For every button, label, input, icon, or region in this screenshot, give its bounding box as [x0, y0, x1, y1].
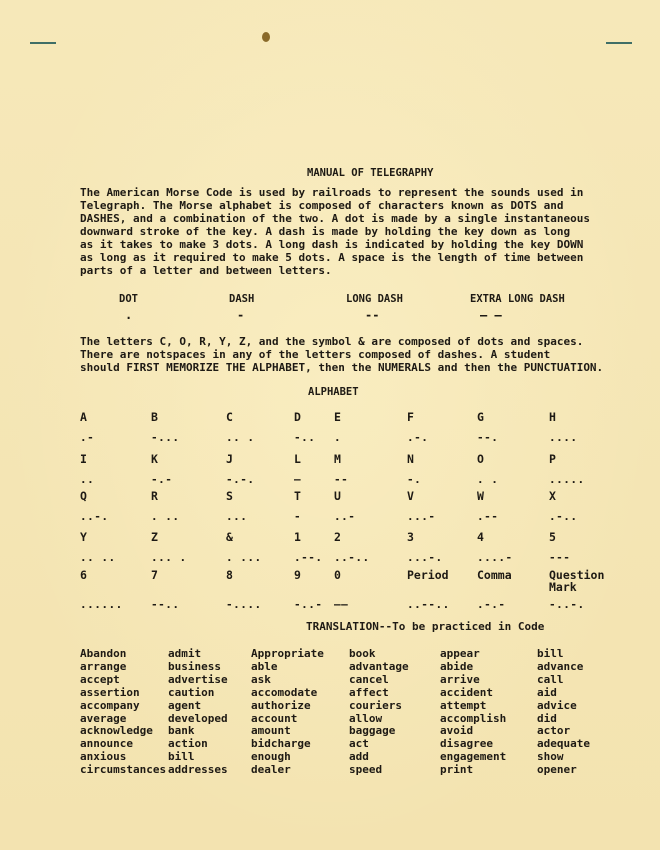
note-line: should FIRST MEMORIZE THE ALPHABET, then the NUMERALS and then the PUNCTUATION.	[80, 361, 604, 374]
practice-word: circumstances	[80, 763, 167, 777]
practice-word: average	[80, 711, 127, 725]
practice-word: Abandon	[80, 647, 127, 660]
morse-code: .-.-	[477, 598, 506, 611]
morse-character: V	[407, 489, 414, 503]
practice-word: engagement	[440, 750, 507, 764]
practice-word: show	[537, 750, 564, 764]
morse-code: ..	[80, 473, 95, 486]
practice-word: call	[537, 672, 564, 686]
practice-word: authorize	[251, 698, 311, 712]
morse-code: ..-	[334, 510, 356, 523]
practice-word: admit	[168, 647, 202, 660]
morse-code: -.-	[151, 473, 173, 486]
morse-character: R	[151, 489, 158, 503]
morse-code: ......	[80, 598, 123, 611]
morse-code: . ...	[226, 551, 262, 564]
morse-entry	[151, 489, 231, 523]
practice-word: accomodate	[251, 685, 318, 699]
morse-entry	[334, 530, 414, 564]
practice-word: bill	[168, 750, 195, 764]
long-dash-label: LONG DASH	[346, 293, 403, 305]
morse-character: W	[477, 489, 484, 503]
practice-word: agent	[168, 698, 202, 712]
practice-word: did	[537, 711, 557, 725]
morse-code: -.	[407, 473, 422, 486]
morse-character: L	[294, 452, 301, 466]
practice-word: couriers	[349, 698, 402, 712]
intro-line: The American Morse Code is used by railroads to represent the sounds used in	[80, 186, 584, 199]
morse-character: 9	[294, 568, 301, 582]
practice-word: arrive	[440, 672, 480, 686]
morse-character: 7	[151, 568, 158, 582]
morse-entry	[407, 410, 487, 444]
left-edge-mark	[30, 42, 56, 44]
morse-character: H	[549, 410, 556, 424]
morse-code: .-..	[549, 510, 578, 523]
word-column	[251, 648, 324, 777]
practice-word: caution	[168, 685, 215, 699]
note-line: The letters C, O, R, Y, Z, and the symbol & are composed of dots and spaces.	[80, 335, 584, 348]
morse-character: O	[477, 452, 484, 466]
practice-word: accomplish	[440, 711, 507, 725]
morse-code: -.-.	[226, 473, 255, 486]
morse-code: ——	[334, 598, 349, 611]
word-column	[80, 648, 166, 777]
dash-symbol: -	[237, 308, 245, 322]
morse-code: ---	[549, 551, 571, 564]
morse-entry	[477, 489, 557, 523]
intro-line: DASHES, and a combination of the two. A dot is made by a single instantaneous	[80, 212, 590, 225]
practice-word: ask	[251, 672, 271, 686]
morse-code: .--.	[294, 551, 323, 564]
study-note	[80, 335, 603, 374]
punch-hole	[262, 32, 270, 42]
morse-character: Q	[80, 489, 87, 503]
practice-word: avoid	[440, 724, 474, 738]
practice-word: opener	[537, 763, 577, 777]
morse-code: -..-	[294, 598, 323, 611]
long-dash-symbol: --	[365, 308, 380, 322]
morse-entry	[477, 410, 557, 444]
note-line: There are notspaces in any of the letters composed of dashes. A student	[80, 348, 551, 361]
morse-character: N	[407, 452, 414, 466]
morse-character: I	[80, 452, 87, 466]
morse-character: 6	[80, 568, 87, 582]
morse-code: -..-.	[549, 598, 585, 611]
practice-word: advantage	[349, 659, 409, 673]
morse-entry	[477, 568, 557, 611]
practice-word: dealer	[251, 763, 291, 777]
dash-label: DASH	[229, 293, 255, 305]
morse-entry	[151, 530, 231, 564]
morse-character: K	[151, 452, 158, 466]
morse-entry	[80, 568, 160, 611]
morse-entry	[334, 452, 414, 486]
practice-word: business	[168, 659, 221, 673]
intro-line: downward stroke of the key. A dash is made by holding the key down as long	[80, 225, 571, 238]
morse-character: X	[549, 489, 556, 503]
practice-word: enough	[251, 750, 291, 764]
practice-word: acknowledge	[80, 724, 153, 738]
practice-word: affect	[349, 685, 389, 699]
morse-character: 8	[226, 568, 233, 582]
morse-character: A	[80, 410, 87, 424]
practice-word: speed	[349, 763, 383, 777]
morse-entry	[407, 489, 487, 523]
morse-entry	[549, 568, 629, 611]
morse-character: M	[334, 452, 341, 466]
morse-entry	[407, 452, 487, 486]
morse-code: ...	[226, 510, 248, 523]
practice-word: accept	[80, 672, 120, 686]
extra-long-dash-label: EXTRA LONG DASH	[470, 293, 565, 305]
morse-character: Period	[407, 568, 449, 582]
morse-entry	[549, 410, 629, 444]
morse-entry	[334, 489, 414, 523]
morse-code: --.	[477, 431, 499, 444]
practice-word: adequate	[537, 737, 590, 751]
morse-entry	[80, 452, 160, 486]
word-column	[440, 648, 506, 777]
morse-character: C	[226, 410, 233, 424]
morse-character: Z	[151, 530, 158, 544]
practice-word: print	[440, 763, 474, 777]
practice-word: baggage	[349, 724, 396, 738]
practice-word: account	[251, 711, 298, 725]
practice-word: bank	[168, 724, 195, 738]
morse-character: B	[151, 410, 158, 424]
practice-word: abide	[440, 659, 474, 673]
practice-word: Appropriate	[251, 647, 324, 660]
morse-code: .-	[80, 431, 95, 444]
morse-entry	[80, 489, 160, 523]
practice-word: arrange	[80, 659, 127, 673]
alphabet-title: ALPHABET	[308, 386, 359, 398]
practice-word: amount	[251, 724, 291, 738]
morse-entry	[549, 489, 629, 523]
morse-code: ....	[549, 431, 578, 444]
morse-entry	[151, 568, 231, 611]
morse-character: 3	[407, 530, 414, 544]
morse-character: J	[226, 452, 233, 466]
practice-word: accident	[440, 685, 493, 699]
morse-code: -...	[151, 431, 180, 444]
practice-word: able	[251, 659, 278, 673]
dot-label: DOT	[119, 293, 138, 305]
intro-paragraph	[80, 186, 600, 277]
word-column	[537, 648, 590, 777]
morse-character: G	[477, 410, 484, 424]
morse-code: . .	[477, 473, 499, 486]
morse-entry	[407, 568, 487, 611]
intro-line: as long as it required to make 5 dots. A space is the length of time between	[80, 251, 584, 264]
practice-word: bidcharge	[251, 737, 311, 751]
practice-word: actor	[537, 724, 571, 738]
morse-character: Comma	[477, 568, 512, 582]
morse-character: 0	[334, 568, 341, 582]
morse-character: Question Mark	[549, 568, 605, 594]
morse-code: . ..	[151, 510, 180, 523]
morse-code: ..-.	[80, 510, 109, 523]
page-title: MANUAL OF TELEGRAPHY	[307, 167, 434, 179]
morse-character: F	[407, 410, 414, 424]
morse-code: —	[294, 473, 302, 486]
practice-word: bill	[537, 647, 564, 660]
morse-entry	[477, 530, 557, 564]
practice-word: book	[349, 647, 376, 660]
practice-word: anxious	[80, 750, 127, 764]
morse-character: P	[549, 452, 556, 466]
morse-character: &	[226, 530, 233, 544]
practice-word: act	[349, 737, 369, 751]
morse-code: ... .	[151, 551, 187, 564]
morse-code: ..-..	[334, 551, 370, 564]
practice-word: advertise	[168, 672, 228, 686]
practice-word: appear	[440, 647, 480, 660]
practice-word: allow	[349, 711, 383, 725]
intro-line: parts of a letter and between letters.	[80, 264, 332, 277]
morse-entry	[80, 530, 160, 564]
morse-code: --..	[151, 598, 180, 611]
morse-character: 4	[477, 530, 484, 544]
morse-code: ....-	[477, 551, 513, 564]
practice-word: add	[349, 750, 369, 764]
practice-word: assertion	[80, 685, 140, 699]
morse-character: Y	[80, 530, 87, 544]
morse-code: -..	[294, 431, 316, 444]
morse-entry	[407, 530, 487, 564]
morse-entry	[334, 410, 414, 444]
morse-code: ...-	[407, 510, 436, 523]
morse-code: .--	[477, 510, 499, 523]
morse-entry	[477, 452, 557, 486]
word-column	[168, 648, 228, 777]
morse-code: .. .	[226, 431, 255, 444]
morse-code: ...-.	[407, 551, 443, 564]
morse-entry	[151, 452, 231, 486]
morse-code: .....	[549, 473, 585, 486]
morse-character: T	[294, 489, 301, 503]
morse-entry	[549, 452, 629, 486]
morse-entry	[549, 530, 629, 564]
intro-line: as it takes to make 3 dots. A long dash is indicated by holding the key DOWN	[80, 238, 584, 251]
practice-word: action	[168, 737, 208, 751]
practice-word: cancel	[349, 672, 389, 686]
morse-entry	[334, 568, 414, 611]
word-column	[349, 648, 409, 777]
practice-word: accompany	[80, 698, 140, 712]
morse-character: 1	[294, 530, 301, 544]
practice-word: advance	[537, 659, 584, 673]
intro-line: Telegraph. The Morse alphabet is composed of characters known as DOTS and	[80, 199, 564, 212]
morse-code: .. ..	[80, 551, 116, 564]
translation-heading: TRANSLATION--To be practiced in Code	[306, 620, 545, 633]
morse-character: S	[226, 489, 233, 503]
morse-character: 2	[334, 530, 341, 544]
morse-character: 5	[549, 530, 556, 544]
morse-character: U	[334, 489, 341, 503]
morse-code: -	[294, 510, 302, 523]
morse-character: E	[334, 410, 341, 424]
morse-code: ..--..	[407, 598, 450, 611]
practice-word: disagree	[440, 737, 493, 751]
practice-word: addresses	[168, 763, 228, 777]
extra-long-dash-symbol: — —	[480, 308, 502, 322]
morse-character: D	[294, 410, 301, 424]
morse-code: .	[334, 431, 342, 444]
dot-symbol: .	[125, 308, 133, 322]
morse-entry	[151, 410, 231, 444]
practice-word: advice	[537, 698, 577, 712]
practice-word: developed	[168, 711, 228, 725]
morse-entry	[80, 410, 160, 444]
morse-code: .-.	[407, 431, 429, 444]
right-edge-mark	[606, 42, 632, 44]
practice-word: attempt	[440, 698, 487, 712]
morse-code: -....	[226, 598, 262, 611]
practice-word: announce	[80, 737, 133, 751]
morse-code: --	[334, 473, 349, 486]
practice-word: aid	[537, 685, 557, 699]
